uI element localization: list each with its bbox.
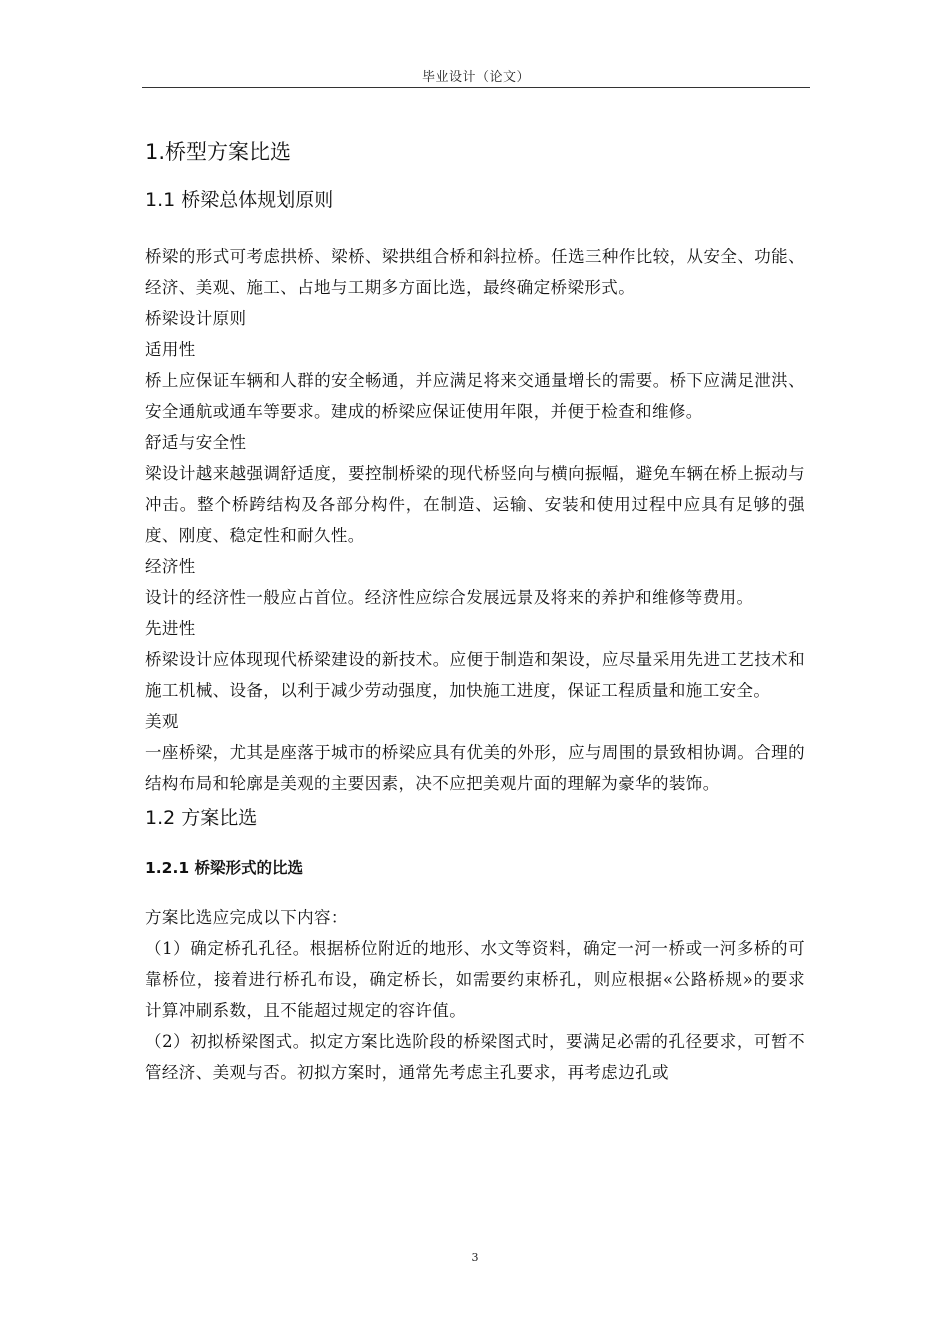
paragraph-comparison-intro: 方案比选应完成以下内容： bbox=[145, 908, 348, 927]
page-body bbox=[145, 134, 805, 1088]
running-header: 毕业设计（论文） bbox=[421, 70, 530, 85]
paragraph-comfort: 梁设计越来越强调舒适度，要控制桥梁的现代桥竖向与横向振幅，避免车辆在桥上振动与冲击。整个桥跨结构及各部分构件，在制造、运输、安装和使用过程中应具有足够的强度、刚度、稳定性和耐久性。 bbox=[145, 464, 805, 545]
paragraph-economy: 设计的经济性一般应占首位。经济性应综合发展远景及将来的养护和维修等费用。 bbox=[145, 588, 754, 607]
section-heading-1-1: 1.1 桥梁总体规划原则 bbox=[145, 189, 334, 211]
paragraph-aesthetics-label: 美观 bbox=[145, 712, 179, 731]
paragraph-principles-label: 桥梁设计原则 bbox=[145, 309, 247, 328]
section-heading-1-2-1: 1.2.1 桥梁形式的比选 bbox=[145, 859, 304, 877]
paragraph-intro: 桥梁的形式可考虑拱桥、梁桥、梁拱组合桥和斜拉桥。任选三种作比较，从安全、功能、经济、美观、施工、占地与工期多方面比选，最终确定桥梁形式。 bbox=[145, 247, 805, 297]
section-heading-1: 1.桥型方案比选 bbox=[145, 140, 292, 164]
page-number: 3 bbox=[471, 1251, 479, 1264]
paragraph-item-2: （2）初拟桥梁图式。拟定方案比选阶段的桥梁图式时，要满足必需的孔径要求，可暂不管经济、美观与否。初拟方案时，通常先考虑主孔要求，再考虑边孔或 bbox=[145, 1032, 805, 1082]
paragraph-applicability: 桥上应保证车辆和人群的安全畅通，并应满足将来交通量增长的需要。桥下应满足泄洪、安全通航或通车等要求。建成的桥梁应保证使用年限，并便于检查和维修。 bbox=[145, 371, 805, 421]
header-rule bbox=[142, 87, 810, 88]
paragraph-advanced-label: 先进性 bbox=[145, 619, 196, 638]
paragraph-aesthetics: 一座桥梁，尤其是座落于城市的桥梁应具有优美的外形，应与周围的景致相协调。合理的结构布局和轮廓是美观的主要因素，决不应把美观片面的理解为豪华的装饰。 bbox=[145, 743, 805, 793]
paragraph-advanced: 桥梁设计应体现现代桥梁建设的新技术。应便于制造和架设，应尽量采用先进工艺技术和施工机械、设备，以利于减少劳动强度，加快施工进度，保证工程质量和施工安全。 bbox=[145, 650, 805, 700]
paragraph-comfort-label: 舒适与安全性 bbox=[145, 433, 247, 452]
paragraph-item-1: （1）确定桥孔孔径。根据桥位附近的地形、水文等资料，确定一河一桥或一河多桥的可靠桥位，接着进行桥孔布设，确定桥长，如需要约束桥孔，则应根据«公路桥规»的要求计算冲刷系数，且不能超过规定的容许值。 bbox=[145, 939, 805, 1020]
paragraph-applicability-label: 适用性 bbox=[145, 340, 196, 359]
paragraph-economy-label: 经济性 bbox=[145, 557, 196, 576]
section-heading-1-2: 1.2 方案比选 bbox=[145, 807, 258, 829]
